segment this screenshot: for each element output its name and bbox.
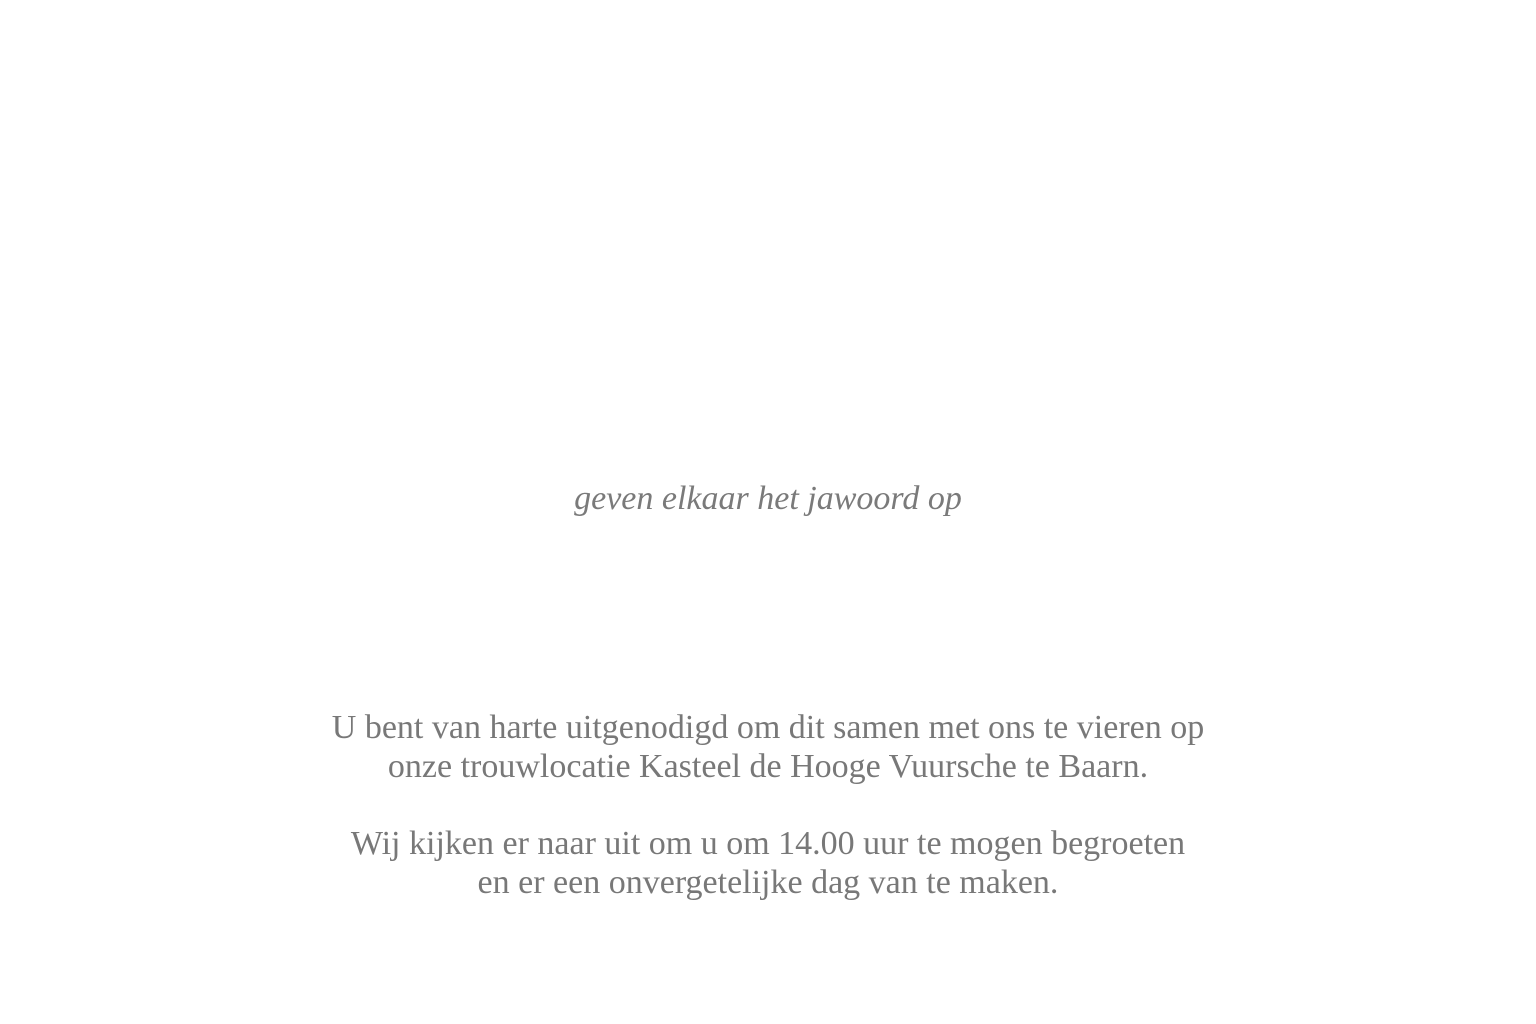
- invitation-body: [0, 708, 1536, 902]
- subtitle-text: geven elkaar het jawoord op: [574, 480, 962, 517]
- invitation-line-1: U bent van harte uitgenodigd om dit samen met ons te vieren op: [331, 709, 1205, 746]
- invitation-line-2: onze trouwlocatie Kasteel de Hooge Vuursche te Baarn.: [387, 748, 1149, 785]
- welcome-line-1: Wij kijken er naar uit om u om 14.00 uur te mogen begroeten: [350, 825, 1186, 862]
- paragraph-spacer: [0, 786, 1536, 824]
- welcome-line-2: en er een onvergetelijke dag van te maken.: [477, 864, 1059, 901]
